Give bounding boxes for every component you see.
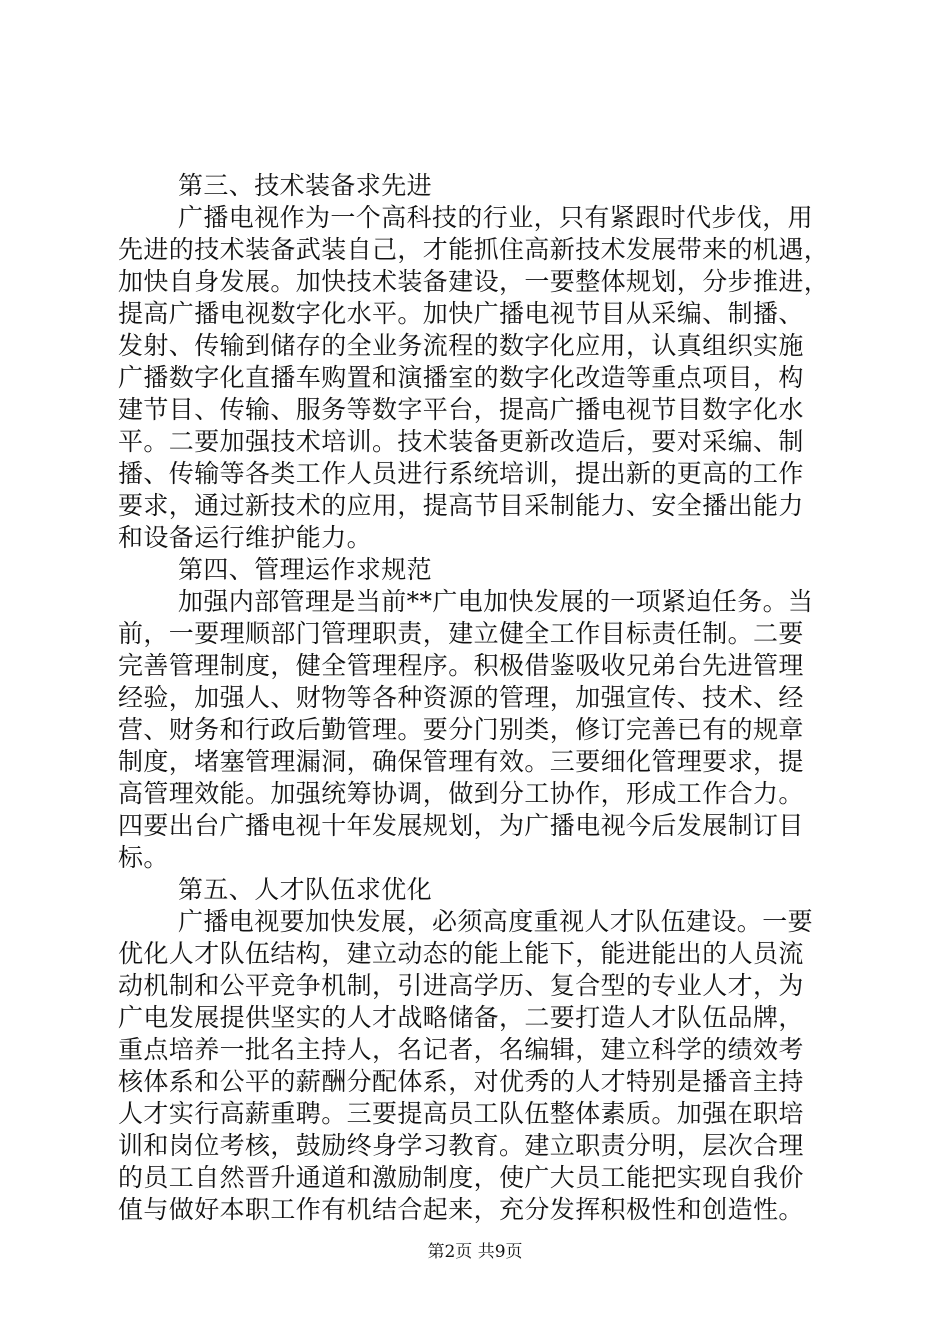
paragraph-line: 训和岗位考核，鼓励终身学习教育。建立职责分明，层次合理 <box>118 1131 804 1160</box>
section-heading-technology: 第三、技术装备求先进 <box>178 171 433 200</box>
paragraph-line: 和设备运行维护能力。 <box>118 523 373 552</box>
paragraph-line: 提高广播电视数字化水平。加快广播电视节目从采编、制播、 <box>118 299 804 328</box>
paragraph-line: 人才实行高薪重聘。三要提高员工队伍整体素质。加强在职培 <box>118 1099 804 1128</box>
paragraph-line: 前，一要理顺部门管理职责，建立健全工作目标责任制。二要 <box>118 619 804 648</box>
paragraph-line: 制度，堵塞管理漏洞，确保管理有效。三要细化管理要求，提 <box>118 747 804 776</box>
paragraph-line: 动机制和公平竞争机制，引进高学历、复合型的专业人才，为 <box>118 971 804 1000</box>
paragraph-line: 广播电视要加快发展，必须高度重视人才队伍建设。一要 <box>178 907 814 936</box>
paragraph-line: 平。二要加强技术培训。技术装备更新改造后，要对采编、制 <box>118 427 804 456</box>
paragraph-line: 加强内部管理是当前**广电加快发展的一项紧迫任务。当 <box>178 587 814 616</box>
section-heading-talent: 第五、人才队伍求优化 <box>178 875 433 904</box>
paragraph-line: 广播电视作为一个高科技的行业，只有紧跟时代步伐，用 <box>178 203 814 232</box>
paragraph-line: 加快自身发展。加快技术装备建设，一要整体规划，分步推进， <box>118 267 830 296</box>
paragraph-line: 高管理效能。加强统筹协调，做到分工协作，形成工作合力。 <box>118 779 804 808</box>
paragraph-line: 广播数字化直播车购置和演播室的数字化改造等重点项目，构 <box>118 363 804 392</box>
paragraph-line: 核体系和公平的薪酬分配体系，对优秀的人才特别是播音主持 <box>118 1067 804 1096</box>
paragraph-line: 经验，加强人、财物等各种资源的管理，加强宣传、技术、经 <box>118 683 804 712</box>
paragraph-line: 营、财务和行政后勤管理。要分门别类，修订完善已有的规章 <box>118 715 804 744</box>
paragraph-line: 播、传输等各类工作人员进行系统培训，提出新的更高的工作 <box>118 459 804 488</box>
paragraph-line: 四要出台广播电视十年发展规划，为广播电视今后发展制订目 <box>118 811 804 840</box>
paragraph-line: 发射、传输到储存的全业务流程的数字化应用，认真组织实施 <box>118 331 804 360</box>
paragraph-line: 的员工自然晋升通道和激励制度，使广大员工能把实现自我价 <box>118 1163 804 1192</box>
paragraph-line: 建节目、传输、服务等数字平台，提高广播电视节目数字化水 <box>118 395 804 424</box>
paragraph-line: 标。 <box>118 843 169 872</box>
paragraph-line: 要求，通过新技术的应用，提高节目采制能力、安全播出能力 <box>118 491 804 520</box>
page-number-footer: 第2页 共9页 <box>427 1242 523 1262</box>
section-heading-management: 第四、管理运作求规范 <box>178 555 433 584</box>
paragraph-line: 优化人才队伍结构，建立动态的能上能下，能进能出的人员流 <box>118 939 804 968</box>
paragraph-line: 值与做好本职工作有机结合起来，充分发挥积极性和创造性。 <box>118 1195 804 1224</box>
paragraph-line: 完善管理制度，健全管理程序。积极借鉴吸收兄弟台先进管理 <box>118 651 804 680</box>
paragraph-line: 重点培养一批名主持人，名记者，名编辑，建立科学的绩效考 <box>118 1035 804 1064</box>
paragraph-line: 先进的技术装备武装自己，才能抓住高新技术发展带来的机遇， <box>118 235 830 264</box>
paragraph-line: 广电发展提供坚实的人才战略储备，二要打造人才队伍品牌， <box>118 1003 804 1032</box>
